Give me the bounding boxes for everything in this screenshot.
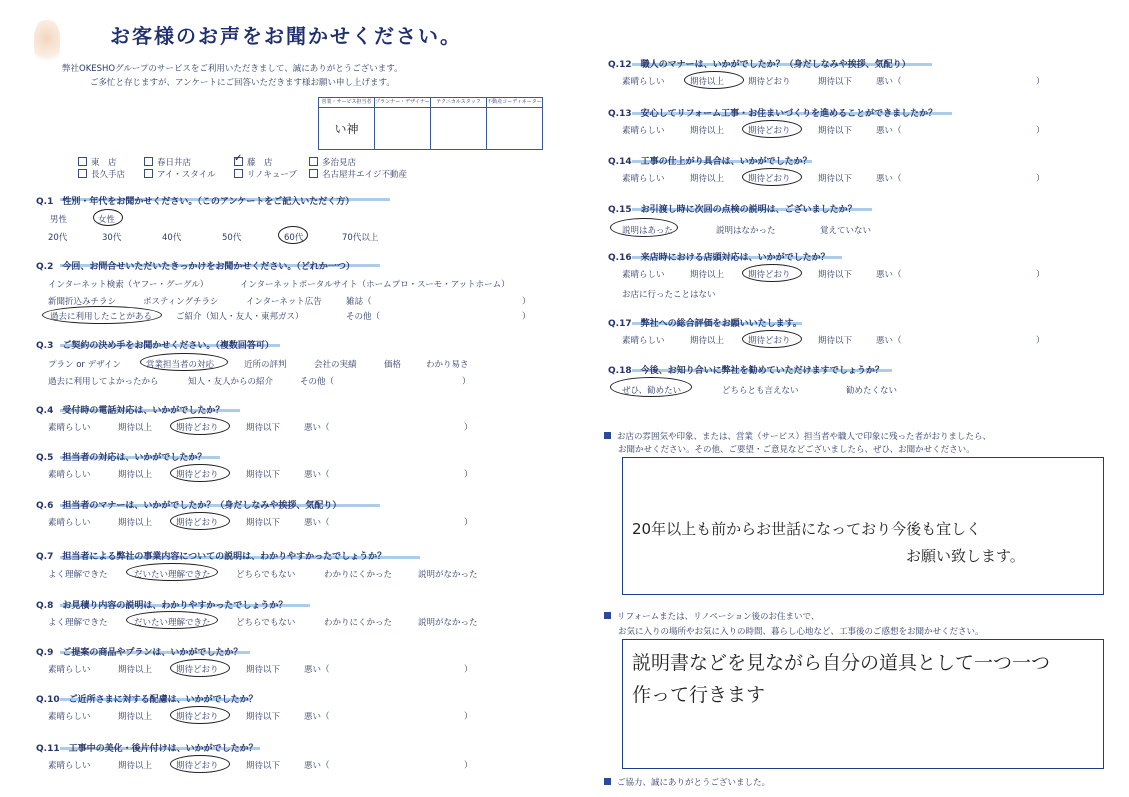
store-renocube[interactable]: リノキューブ [234,168,309,180]
q13-opt-5[interactable]: 悪い（ [876,126,902,136]
q17-opt-1[interactable]: 素晴らしい [622,336,665,346]
q18-opt-2[interactable]: どちらとも言えない [722,386,799,396]
q10-title: Q.10 ご近所さまに対する配慮は、いかがでしたか？ [36,695,258,705]
q1-title: Q.1 性別・年代をお聞かせください。（このアンケートをご記入いただく方） [36,197,355,207]
q13-opt-4[interactable]: 期待以下 [818,126,853,136]
q14-opt-6: ） [1036,174,1045,184]
q8-opt-2[interactable]: だいたい理解できた [134,618,211,628]
q4-opt-3[interactable]: 期待どおり [176,423,219,433]
q13-title: Q.13 安心してリフォーム工事・お住まいづくりを進めることができましたか？ [608,109,938,119]
q3-sales-response[interactable]: 営業担当者の対応 [146,360,215,370]
q1-age-40s[interactable]: 40代 [162,233,182,243]
q6-opt-6: ） [464,518,473,528]
staff-header-planner: プランナー・デザイナー [375,98,431,108]
q6-opt-5[interactable]: 悪い（ [304,518,330,528]
q15-opt-2[interactable]: 説明はなかった [716,226,776,236]
q13-opt-1[interactable]: 素晴らしい [622,126,665,136]
q8-opt-5[interactable]: 説明がなかった [418,618,478,628]
q2-magazine[interactable]: 雑誌（ [346,297,372,307]
q13-selection-circle [742,120,802,138]
q14-opt-5[interactable]: 悪い（ [876,174,902,184]
staff-header-realestate: 不動産コーディネーター [487,98,543,108]
staff-value-technical[interactable] [431,108,487,150]
q1-age-50s[interactable]: 50代 [222,233,242,243]
q15-title: Q.15 お引渡し時に次回の点検の説明は、ございましたか？ [608,205,857,215]
q1-age-20s[interactable]: 20代 [48,233,68,243]
q13-opt-6: ） [1036,126,1045,136]
staff-header-sales: 営業・サービス担当者 [319,98,375,108]
q9-title: Q.9 ご提案の商品やプランは、いかがでしたか？ [36,648,243,658]
page-title: お客様のお声をお聞かせください。 [110,24,462,48]
q12-opt-2[interactable]: 期待以上 [690,77,725,87]
q2-referral[interactable]: ご紹介（知人・友人・東邦ガス） [176,312,304,322]
q9-opt-1[interactable]: 素晴らしい [48,665,91,675]
q9-opt-5[interactable]: 悪い（ [304,665,330,675]
comment1-handwriting-1: 20年以上も前からお世話になっており今後も宜しく [632,520,982,538]
q9-opt-6: ） [464,665,473,675]
q5-selection-circle [170,464,230,482]
q5-opt-6: ） [464,470,473,480]
q2-internet-ad[interactable]: インターネット広告 [246,297,322,307]
comment2-prompt-2: お気に入りの場所やお気に入りの時間、暮らし心地など、工事後のご感想をお聞かせください。 [618,627,984,637]
q5-opt-1[interactable]: 素晴らしい [48,470,91,480]
q3-plan-design[interactable]: プラン or デザイン [48,360,122,370]
q5-opt-3[interactable]: 期待どおり [176,470,219,480]
q15-opt-3[interactable]: 覚えていない [820,226,872,236]
q1-age-30s[interactable]: 30代 [102,233,122,243]
q10-selection-circle [170,706,230,724]
q17-opt-2[interactable]: 期待以上 [690,336,725,346]
q14-opt-2[interactable]: 期待以上 [690,174,725,184]
store-tajimi[interactable]: 多治見店 [309,158,356,168]
q11-opt-1[interactable]: 素晴らしい [48,761,91,771]
store-row-2 [78,168,407,180]
staff-value-sales[interactable]: い神 [319,108,375,150]
q8-opt-3[interactable]: どちらでもない [236,618,296,628]
store-nagoya-realestate[interactable]: 名古屋井エイジ不動産 [309,170,407,180]
q3-referral[interactable]: 知人・友人からの紹介 [188,377,274,387]
q4-opt-2[interactable]: 期待以上 [118,423,153,433]
q17-title: Q.17 弊社への総合評価をお願いいたします。 [608,319,802,329]
q5-opt-4[interactable]: 期待以下 [246,470,281,480]
q16-selection-circle [742,264,802,282]
q16-opt-4[interactable]: 期待以下 [818,270,853,280]
q12-opt-1[interactable]: 素晴らしい [622,77,665,87]
q12-opt-3[interactable]: 期待どおり [748,77,791,87]
q10-opt-5[interactable]: 悪い（ [304,712,330,722]
company-logo [34,20,60,66]
q2-other-close: ） [522,312,531,322]
comment2-handwriting-1: 説明書などを見ながら自分の道具として一つ一つ [632,652,1051,674]
q6-title: Q.6 担当者のマナーは、いかがでしたか？（身だしなみや挨拶、気配り） [36,501,342,511]
q14-opt-4[interactable]: 期待以下 [818,174,853,184]
q9-opt-3[interactable]: 期待どおり [176,665,219,675]
q6-opt-4[interactable]: 期待以下 [246,518,281,528]
q12-opt-6: ） [1036,77,1045,87]
comment1-prompt-2: お聞かせください。その他、ご要望・ご意見などございましたら、ぜひ、お聞かせください。 [618,445,975,455]
q10-opt-3[interactable]: 期待どおり [176,712,219,722]
q1-gender-female[interactable]: 女性 [98,215,116,225]
q16-not-visited[interactable]: お店に行ったことはない [622,290,716,300]
q4-title: Q.4 受付時の電話対応は、いかがでしたか？ [36,406,225,416]
q12-opt-5[interactable]: 悪い（ [876,77,902,87]
store-kasugai[interactable]: 春日井店 [144,156,234,168]
q3-other-close: ） [462,377,471,387]
q4-opt-6: ） [464,423,473,433]
comment2-handwriting-2: 作って行きます [632,684,766,706]
q17-opt-3[interactable]: 期待どおり [748,336,791,346]
q2-title: Q.2 今回、お問合せいただいたきっかけをお聞かせください。（どれか一つ） [36,262,355,272]
q9-selection-circle [170,659,230,677]
q9-opt-2[interactable]: 期待以上 [118,665,153,675]
q16-opt-5[interactable]: 悪い（ [876,270,902,280]
q18-opt-3[interactable]: 勧めたくない [846,386,898,396]
q11-opt-2[interactable]: 期待以上 [118,761,153,771]
q3-title: Q.3 ご契約の決め手をお聞かせください。（複数回答可） [36,341,274,351]
q7-title: Q.7 担当者による弊社の事業内容についての説明は、わかりやすかったでしょうか？ [36,552,387,562]
q11-opt-4[interactable]: 期待以下 [246,761,281,771]
store-nagakute[interactable]: 長久手店 [78,168,144,180]
q17-opt-6: ） [1036,336,1045,346]
q10-opt-6: ） [464,712,473,722]
q6-selection-circle [170,512,230,530]
q6-opt-2[interactable]: 期待以上 [118,518,153,528]
q11-opt-6: ） [464,761,473,771]
q17-opt-5[interactable]: 悪い（ [876,336,902,346]
q2-internet-search[interactable]: インターネット検索（ヤフー・グーグル） [48,280,209,290]
q3-other[interactable]: その他（ [300,377,335,387]
q4-opt-1[interactable]: 素晴らしい [48,423,91,433]
comment2-prompt-1: リフォームまたは、リノベーション後のお住まいで、 [604,610,819,622]
comment1-prompt-1: お店の雰囲気や印象、または、営業（サービス）担当者や職人で印象に残った者がおりましたら、 [604,430,991,442]
q15-opt-1[interactable]: 説明はあった [622,226,673,236]
store-istyle[interactable]: アイ・スタイル [144,168,234,180]
q10-opt-1[interactable]: 素晴らしい [48,712,91,722]
q11-title: Q.11 工事中の美化・後片付けは、いかがでしたか？ [36,744,258,754]
q7-opt-4[interactable]: わかりにくかった [324,570,393,580]
q4-opt-4[interactable]: 期待以下 [246,423,281,433]
q11-opt-5[interactable]: 悪い（ [304,761,330,771]
q13-opt-2[interactable]: 期待以上 [690,126,725,136]
q16-opt-2[interactable]: 期待以上 [690,270,725,280]
staff-table [318,97,543,150]
q7-opt-1[interactable]: よく理解できた [48,570,108,580]
q12-selection-circle [684,71,744,89]
q5-opt-5[interactable]: 悪い（ [304,470,330,480]
q16-title: Q.16 来店時における店頭対応は、いかがでしたか？ [608,253,830,263]
intro-line-1: 弊社OKESHOグループのサービスをご利用いただきまして、誠にありがとうございます。 [62,64,403,74]
q14-title: Q.14 工事の仕上がり具合は、いかがでしたか？ [608,157,812,167]
q5-opt-2[interactable]: 期待以上 [118,470,153,480]
q12-title: Q.12 職人のマナーは、いかがでしたか？（身だしなみや挨拶、気配り） [608,60,911,70]
q17-selection-circle [742,330,802,348]
q8-opt-4[interactable]: わかりにくかった [324,618,393,628]
q2-newspaper-flyer[interactable]: 新聞折込みチラシ [48,297,117,307]
q9-opt-4[interactable]: 期待以下 [246,665,281,675]
footer-thanks: ご協力、誠にありがとうございました。 [604,776,770,788]
q11-selection-circle [170,755,230,773]
staff-value-planner[interactable] [375,108,431,150]
store-row-1 [78,156,356,168]
q2-portal-site[interactable]: インターネットポータルサイト（ホームプロ・スーモ・アットホーム） [240,280,510,290]
q10-opt-2[interactable]: 期待以上 [118,712,153,722]
q5-title: Q.5 担当者の対応は、いかがでしたか？ [36,453,207,463]
q17-opt-4[interactable]: 期待以下 [818,336,853,346]
q3-used-before[interactable]: 過去に利用してよかったから [48,377,159,387]
intro-line-2: ご多忙と存じますが、アンケートにご回答いただきます様お願い申し上げます。 [90,78,395,88]
q1-gender-male[interactable]: 男性 [50,215,68,225]
q6-opt-3[interactable]: 期待どおり [176,518,219,528]
q12-opt-4[interactable]: 期待以下 [818,77,853,87]
store-fuji[interactable]: 藤 店 [234,156,309,168]
q3-track-record[interactable]: 会社の実績 [314,360,357,370]
q3-price[interactable]: 価格 [384,360,402,370]
q14-selection-circle [742,168,802,186]
q1-age-60s[interactable]: 60代 [284,233,304,243]
q4-opt-5[interactable]: 悪い（ [304,423,330,433]
q4-selection-circle [170,417,230,435]
q7-opt-3[interactable]: どちらでもない [236,570,296,580]
staff-value-realestate[interactable] [487,108,543,150]
q1-age-70s[interactable]: 70代以上 [342,233,379,243]
q16-opt-3[interactable]: 期待どおり [748,270,791,280]
q2-other[interactable]: その他（ [346,312,381,322]
q3-clarity[interactable]: わかり易さ [426,360,469,370]
q2-magazine-close: ） [522,297,531,307]
q14-opt-1[interactable]: 素晴らしい [622,174,665,184]
q7-opt-2[interactable]: だいたい理解できた [134,570,211,580]
checkmark-icon: ✓ [234,153,243,164]
q16-opt-1[interactable]: 素晴らしい [622,270,665,280]
q8-title: Q.8 お見積り内容の説明は、わかりやすかったでしょうか？ [36,601,288,611]
store-higashi[interactable]: 東 店 [78,156,144,168]
q18-opt-1[interactable]: ぜひ、勧めたい [622,386,682,396]
q6-opt-1[interactable]: 素晴らしい [48,518,91,528]
q2-used-before[interactable]: 過去に利用したことがある [50,312,153,322]
q7-opt-5[interactable]: 説明がなかった [418,570,478,580]
q3-reputation[interactable]: 近所の評判 [244,360,287,370]
comment1-handwriting-2: お願い致します。 [906,547,1025,565]
q18-title: Q.18 今後、お知り合いに弊社を勧めていただけますでしょうか？ [608,366,884,376]
q8-opt-1[interactable]: よく理解できた [48,618,108,628]
staff-header-technical: テクニカルスタッフ [431,98,487,108]
q10-opt-4[interactable]: 期待以下 [246,712,281,722]
q13-opt-3[interactable]: 期待どおり [748,126,791,136]
q16-opt-6: ） [1036,270,1045,280]
q11-opt-3[interactable]: 期待どおり [176,761,219,771]
q14-opt-3[interactable]: 期待どおり [748,174,791,184]
q2-posting-flyer[interactable]: ポスティングチラシ [143,297,219,307]
